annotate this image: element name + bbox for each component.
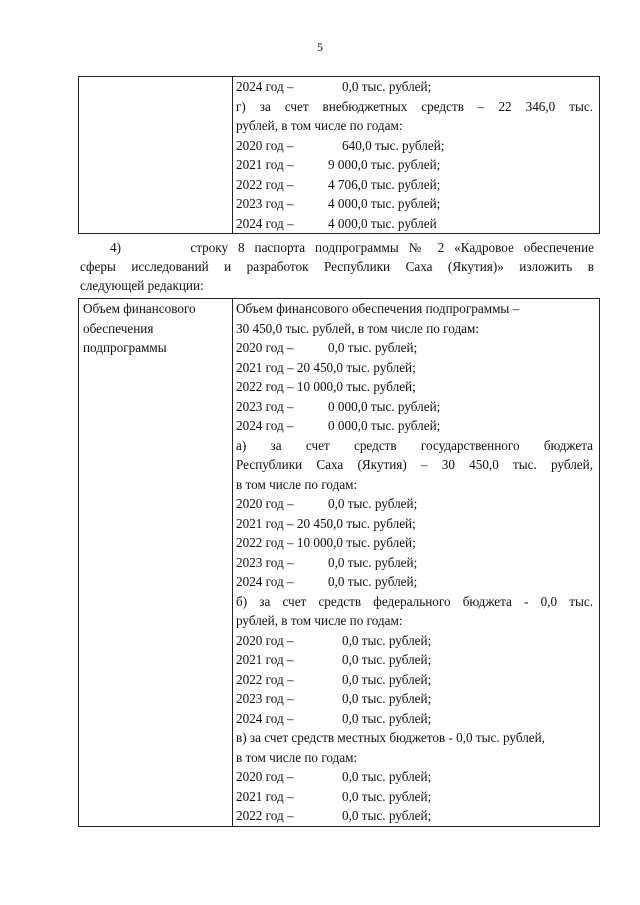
funding-table-continued <box>78 76 600 234</box>
amount-value: 0 000,0 тыс. рублей; <box>328 398 441 414</box>
year-label: 2021 год – <box>236 157 294 172</box>
funding-year-line <box>236 155 599 175</box>
passport-funding-table <box>78 298 600 827</box>
table-right-cell <box>233 299 600 827</box>
table-left-cell-empty <box>79 77 233 234</box>
row-label-line: подпрограммы <box>83 340 167 355</box>
year-label: 2020 год – <box>236 769 294 784</box>
amount-value: 4 000,0 тыс. рублей; <box>328 196 441 211</box>
funding-year-line <box>236 214 599 234</box>
amount-value: 4 000,0 тыс. рублей <box>328 215 437 231</box>
funding-year-line <box>236 553 599 573</box>
year-label: 2024 год – <box>236 79 294 94</box>
table-row <box>79 299 600 827</box>
funding-year-line <box>236 136 599 156</box>
funding-year-line <box>236 631 599 651</box>
paragraph-line: сферы исследований и разработок Республики Саха (Якутия)» изложить в <box>80 259 594 274</box>
funding-year-line <box>236 494 599 514</box>
funding-text-line: Республики Саха (Якутия) – 30 450,0 тыс. рублей, <box>236 457 593 472</box>
year-label: 2024 год – <box>236 710 294 726</box>
funding-text-line: б) за счет средств федерального бюджета - 0,0 тыс. <box>236 593 593 609</box>
funding-year-line <box>236 767 599 787</box>
year-label: 2023 год – <box>236 398 294 414</box>
funding-year-line <box>236 650 599 670</box>
year-label: 2020 год – <box>236 496 294 511</box>
funding-year-line <box>236 670 599 690</box>
item-number: 4) <box>110 240 121 255</box>
year-label: 2024 год – <box>236 215 294 231</box>
year-label: 2023 год – <box>236 196 294 211</box>
amount-value: 0,0 тыс. рублей; <box>328 554 418 570</box>
amount-value: 0,0 тыс. рублей; <box>342 652 432 667</box>
funding-year-line <box>236 397 599 417</box>
amount-value: 0,0 тыс. рублей; <box>342 710 432 726</box>
year-label: 2022 год – <box>236 176 294 192</box>
year-label: 2024 год – <box>236 418 294 433</box>
amount-value: 0,0 тыс. рублей; <box>342 632 432 648</box>
funding-year-line <box>236 416 599 436</box>
funding-text-line: в том числе по годам: <box>236 476 358 492</box>
year-label: 2020 год – <box>236 632 294 648</box>
funding-text-line: 2022 год – 10 000,0 тыс. рублей; <box>236 535 416 550</box>
funding-year-line <box>236 175 599 195</box>
funding-text-line: 30 450,0 тыс. рублей, в том числе по годам: <box>236 320 480 336</box>
funding-text-line: 2022 год – 10 000,0 тыс. рублей; <box>236 379 416 394</box>
year-label: 2021 год – <box>236 652 294 667</box>
amount-value: 9 000,0 тыс. рублей; <box>328 157 441 172</box>
paragraph-line: следующей редакции: <box>80 278 204 293</box>
funding-text-line: 2021 год – 20 450,0 тыс. рублей; <box>236 515 416 531</box>
funding-year-line <box>236 709 599 729</box>
year-label: 2024 год – <box>236 574 294 589</box>
paragraph-text: строку 8 паспорта подпрограммы № 2 «Кадровое обеспечение <box>190 240 594 255</box>
amount-value: 0,0 тыс. рублей; <box>342 79 432 94</box>
row-label-line: обеспечения <box>83 320 154 336</box>
year-label: 2022 год – <box>236 808 294 823</box>
funding-year-line <box>236 572 599 592</box>
funding-text-line: в) за счет средств местных бюджетов - 0,0 тыс. рублей, <box>236 730 545 745</box>
page-number: 5 <box>317 40 323 54</box>
year-label: 2020 год – <box>236 137 294 153</box>
table-right-cell <box>233 77 600 234</box>
amount-value: 640,0 тыс. рублей; <box>342 137 445 153</box>
funding-year-line <box>236 77 599 97</box>
funding-year-line <box>236 194 599 214</box>
funding-text-line: рублей, в том числе по годам: <box>236 118 403 133</box>
amount-value: 0,0 тыс. рублей; <box>342 671 432 687</box>
amount-value: 0,0 тыс. рублей; <box>342 769 432 784</box>
row-label <box>79 299 232 358</box>
funding-text-line: в том числе по годам: <box>236 749 358 765</box>
funding-text-line: г) за счет внебюджетных средств – 22 346,0 тыс. <box>236 98 593 114</box>
year-label: 2021 год – <box>236 788 294 804</box>
amount-value: 0,0 тыс. рублей; <box>328 574 418 589</box>
amount-value: 0 000,0 тыс. рублей; <box>328 418 441 433</box>
table-left-cell <box>79 299 233 827</box>
table-row <box>79 77 600 234</box>
year-label: 2023 год – <box>236 554 294 570</box>
amount-value: 0,0 тыс. рублей; <box>342 788 432 804</box>
funding-text-line: рублей, в том числе по годам: <box>236 613 403 628</box>
amount-value: 0,0 тыс. рублей; <box>328 340 418 355</box>
amount-value: 0,0 тыс. рублей; <box>328 496 418 511</box>
funding-text-line: а) за счет средств государственного бюджета <box>236 437 593 453</box>
amount-value: 0,0 тыс. рублей; <box>342 808 432 823</box>
funding-text-line: 2021 год – 20 450,0 тыс. рублей; <box>236 359 416 375</box>
year-label: 2020 год – <box>236 340 294 355</box>
row-label-line: Объем финансового <box>83 301 196 316</box>
funding-year-line <box>236 787 599 807</box>
amendment-paragraph <box>80 238 594 295</box>
amount-value: 4 706,0 тыс. рублей; <box>328 176 441 192</box>
funding-text-line: Объем финансового обеспечения подпрограммы – <box>236 301 520 316</box>
funding-year-line <box>236 689 599 709</box>
funding-year-line <box>236 806 599 826</box>
paragraph-line <box>80 238 594 257</box>
year-label: 2022 год – <box>236 671 294 687</box>
amount-value: 0,0 тыс. рублей; <box>342 691 432 706</box>
year-label: 2023 год – <box>236 691 294 706</box>
funding-year-line <box>236 338 599 358</box>
